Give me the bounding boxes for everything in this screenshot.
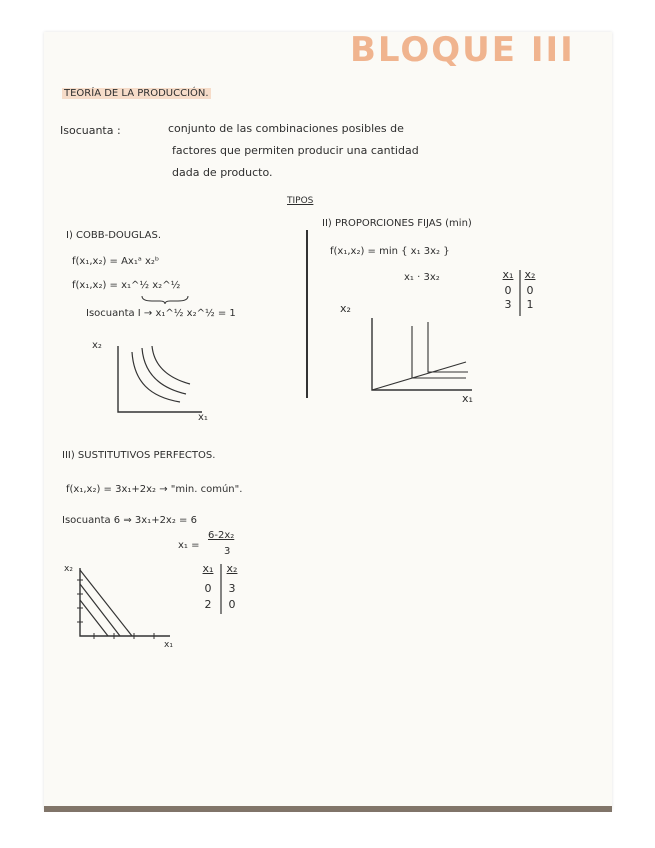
cobb-heading: I) COBB-DOUGLAS. (66, 230, 162, 241)
sust-axis-x-label: x₁ (164, 640, 173, 650)
isocuanta-term: Isocuanta : (60, 124, 121, 137)
fijas-eq1: f(x₁,x₂) = min { x₁ 3x₂ } (330, 246, 450, 257)
topic-text: TEORÍA DE LA PRODUCCIÓN. (64, 88, 209, 99)
sust-eq3-lhs: x₁ = (178, 540, 200, 551)
fijas-eq2: x₁ · 3x₂ (404, 272, 440, 283)
cobb-isoquant-3 (152, 346, 190, 384)
cobb-eq1: f(x₁,x₂) = Ax₁ᵃ x₂ᵇ (72, 256, 160, 267)
sust-isoquant-2 (80, 584, 120, 636)
fijas-heading: II) PROPORCIONES FIJAS (min) (322, 218, 472, 229)
column-divider (306, 230, 308, 398)
topic-heading (62, 88, 211, 99)
sust-table-cell: 2 (204, 598, 212, 611)
fijas-table (498, 268, 542, 318)
block-title: BLOQUE III (350, 30, 575, 70)
isocuanta-def-line2: factores que permiten producir una cantidad (172, 144, 419, 157)
page-edge-shadow (44, 806, 612, 812)
sust-table-cell: 0 (204, 582, 212, 595)
sust-axis-y-label: x₂ (64, 564, 73, 574)
cobb-graph (110, 342, 210, 417)
cobb-eq2: f(x₁,x₂) = x₁^½ x₂^½ (72, 280, 181, 291)
sust-isoquant-3 (80, 570, 132, 636)
sust-eq3-denominator: 3 (224, 546, 231, 557)
fijas-axes (372, 318, 472, 390)
fijas-table-head-x1: x₁ (502, 268, 514, 281)
cobb-axis-x-label: x₁ (198, 412, 208, 423)
sust-table-cell: 0 (228, 598, 236, 611)
sust-table (198, 562, 244, 614)
fijas-table-cell: 3 (504, 298, 512, 311)
fijas-table-head-x2: x₂ (524, 268, 536, 281)
cobb-eq3: Isocuanta I → x₁^½ x₂^½ = 1 (86, 308, 236, 319)
sust-eq3-numerator: 6-2x₂ (208, 530, 235, 541)
sust-eq1: f(x₁,x₂) = 3x₁+2x₂ → "min. común". (66, 484, 243, 495)
cobb-axes (118, 346, 202, 412)
sust-table-cell: 3 (228, 582, 236, 595)
fijas-axis-y-label: x₂ (340, 302, 351, 315)
sust-table-head-x2: x₂ (226, 562, 238, 575)
fijas-table-cell: 0 (526, 284, 534, 297)
tipos-label: TIPOS (287, 196, 314, 206)
isocuanta-def-line1: conjunto de las combinaciones posibles de (168, 122, 404, 135)
fijas-table-cell: 1 (526, 298, 534, 311)
sust-table-head-x1: x₁ (202, 562, 214, 575)
brace-decoration (140, 294, 190, 304)
fijas-isoquant-2 (428, 322, 468, 372)
fijas-graph (366, 316, 476, 396)
fijas-table-cell: 0 (504, 284, 512, 297)
sust-graph (74, 566, 174, 642)
sust-heading: III) SUSTITUTIVOS PERFECTOS. (62, 450, 216, 461)
cobb-axis-y-label: x₂ (92, 340, 102, 351)
isocuanta-def-line3: dada de producto. (172, 166, 273, 179)
fijas-ray (372, 362, 466, 390)
sust-isoquant-1 (80, 600, 108, 636)
fijas-axis-x-label: x₁ (462, 392, 473, 405)
sust-eq2: Isocuanta 6 ⇒ 3x₁+2x₂ = 6 (62, 515, 197, 526)
